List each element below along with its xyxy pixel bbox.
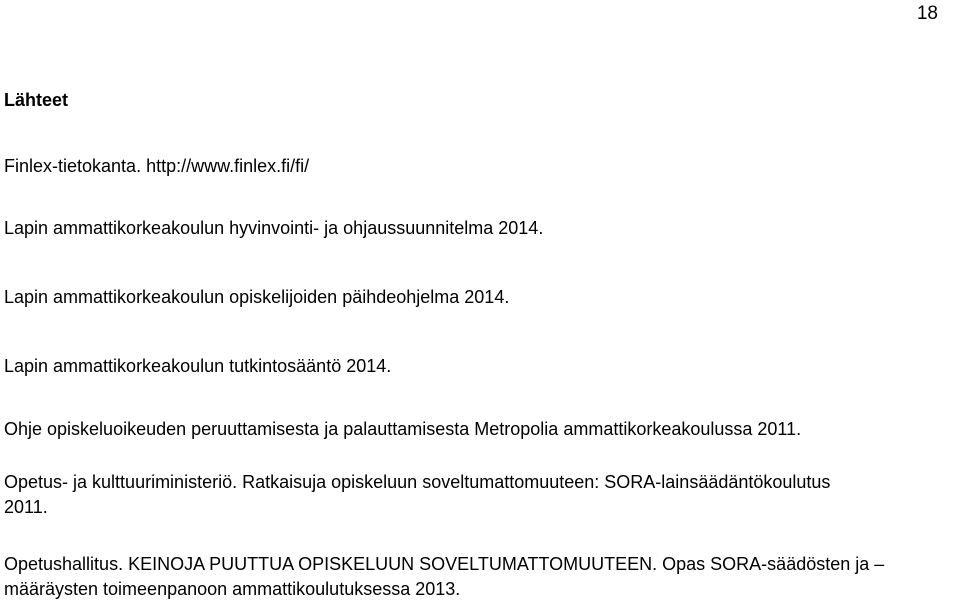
reference-item (4, 470, 954, 520)
reference-text: Finlex-tietokanta. http://www.finlex.fi/fi/ (4, 156, 310, 176)
reference-item (4, 552, 954, 602)
reference-item (4, 354, 954, 379)
reference-item (4, 216, 954, 241)
reference-text: Ohje opiskeluoikeuden peruuttamisesta ja palauttamisesta Metropolia ammattikorkeakoulussa 2011. (4, 419, 802, 439)
section-heading: Lähteet (4, 90, 69, 110)
reference-text: Lapin ammattikorkeakoulun tutkintosääntö 2014. (4, 356, 392, 376)
reference-text: Lapin ammattikorkeakoulun hyvinvointi- ja ohjaussuunnitelma 2014. (4, 218, 544, 238)
reference-item (4, 417, 954, 442)
reference-text-continued: määräysten toimeenpanoon ammattikoulutuksessa 2013. (4, 579, 461, 599)
reference-item (4, 285, 954, 310)
reference-text: Opetus- ja kulttuuriministeriö. Ratkaisuja opiskeluun soveltumattomuuteen: SORA-lainsäädäntökoulutus (4, 472, 831, 492)
reference-text-continued: 2011. (4, 497, 48, 517)
reference-item (4, 154, 954, 179)
reference-text: Opetushallitus. KEINOJA PUUTTUA OPISKELUUN SOVELTUMATTOMUUTEEN. Opas SORA-säädösten ja – (4, 554, 885, 574)
reference-text: Lapin ammattikorkeakoulun opiskelijoiden päihdeohjelma 2014. (4, 287, 510, 307)
page-number: 18 (916, 3, 938, 24)
